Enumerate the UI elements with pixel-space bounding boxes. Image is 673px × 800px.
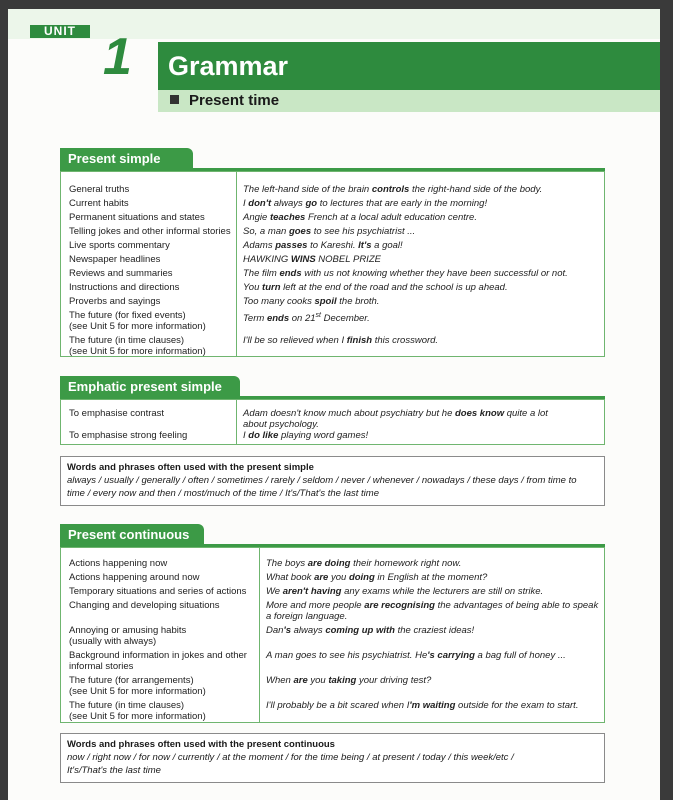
table-row-use (69, 625, 255, 647)
table-row-example (243, 254, 599, 265)
example-text (266, 586, 599, 597)
example-segment: the broth. (336, 296, 380, 307)
example-segment: So, a man (243, 226, 289, 237)
example-segment: to see his psychiatrist ... (311, 226, 416, 237)
words-present-continuous-heading: Words and phrases often used with the present continuous (67, 739, 335, 750)
example-segment: Angie (243, 212, 270, 223)
table-row-use (69, 254, 232, 265)
words-present-continuous-line2: It's/That's the last time (67, 765, 161, 776)
example-segment: to Kareshi. (307, 240, 359, 251)
example-bold-verb: are (293, 675, 308, 686)
table-row-example (243, 310, 599, 324)
table-row-example (243, 296, 599, 307)
use-label-note: (see Unit 5 for more information) (69, 686, 206, 697)
example-segment: the craziest ideas! (394, 625, 475, 636)
use-label: The future (in time clauses) (69, 700, 185, 711)
example-text (266, 675, 599, 686)
use-label-note: (see Unit 5 for more information) (69, 346, 206, 357)
example-text (243, 254, 599, 265)
use-label: General truths (69, 184, 130, 195)
example-segment: your driving test? (356, 675, 432, 686)
words-present-simple-box (60, 456, 605, 506)
words-present-continuous-line1: now / right now / for now / currently / at the moment / for the time being / at present / today / this week/etc / (67, 752, 514, 763)
use-label: Annoying or amusing habits (69, 625, 187, 636)
example-text (243, 226, 599, 237)
present-simple-heading: Present simple (60, 148, 193, 170)
example-bold-verb: spoil (314, 296, 337, 307)
example-segment: playing word games! (278, 430, 369, 441)
example-bold-verb: finish (346, 335, 373, 346)
example-text-continued: a foreign language. (266, 611, 348, 622)
example-bold-verb: goes (288, 226, 312, 237)
example-segment: Dan (266, 625, 284, 636)
column-divider (236, 172, 237, 356)
example-bold-verb: go (305, 198, 318, 209)
example-bold-verb: ends (266, 313, 290, 325)
table-row-use (69, 700, 255, 722)
use-label: Proverbs and sayings (69, 296, 161, 307)
example-segment: I (243, 430, 249, 441)
table-row-example (243, 240, 599, 251)
use-label: Newspaper headlines (69, 254, 161, 265)
example-bold-verb: 's carrying (427, 650, 475, 661)
example-bold-verb: are recognising (364, 600, 435, 611)
example-segment: outside for the exam to start. (455, 700, 579, 711)
example-text (266, 700, 599, 711)
words-present-simple-line1: always / usually / generally / often / sometimes / rarely / seldom / never / whenever / nowadays / these days / from time to (67, 475, 577, 486)
example-segment: with us not knowing whether they have been successful or not. (301, 268, 568, 279)
example-text (266, 625, 599, 636)
present-continuous-table (60, 547, 605, 723)
example-segment: The left-hand side of the brain (243, 184, 372, 195)
example-bold-verb: are (314, 572, 329, 583)
use-label: Telling jokes and other informal stories (69, 226, 231, 237)
example-bold-verb: does know (455, 408, 505, 419)
use-label: Changing and developing situations (69, 600, 220, 611)
example-text (266, 558, 599, 569)
example-bold-verb: coming up with (325, 625, 395, 636)
example-text (243, 310, 599, 324)
example-segment: A man goes to see his psychiatrist. He (266, 650, 428, 661)
example-segment: the advantages of being able to speak (434, 600, 599, 611)
use-label: Reviews and summaries (69, 268, 173, 279)
words-present-simple-line2: time / every now and then / most/much of the time / It's/That's the last time (67, 488, 379, 499)
table-row-example (266, 572, 599, 583)
table-row-use (69, 282, 232, 293)
table-row-example (266, 700, 599, 711)
example-segment: always (290, 625, 326, 636)
example-segment: The boys (266, 558, 308, 569)
example-segment: left at the end of the road and the school is up ahead. (280, 282, 508, 293)
column-divider (236, 400, 237, 444)
example-segment: you (328, 572, 349, 583)
example-segment: NOBEL PRIZE (315, 254, 381, 265)
example-segment: a goal! (371, 240, 403, 251)
table-row-use (69, 558, 255, 569)
example-segment: When (266, 675, 294, 686)
table-row-use (69, 268, 232, 279)
example-segment: The film (243, 268, 280, 279)
example-text (266, 600, 599, 611)
example-text (243, 430, 599, 441)
example-segment: always (271, 198, 306, 209)
example-text (243, 240, 599, 251)
example-bold-verb: controls (371, 184, 410, 195)
unit-number: 1 (103, 28, 132, 86)
example-text-continued: about psychology. (243, 419, 319, 430)
table-row-example (243, 408, 599, 430)
example-segment: Adams (243, 240, 276, 251)
present-continuous-heading: Present continuous (60, 524, 204, 546)
example-segment: the right-hand side of the body. (409, 184, 543, 195)
example-bold-verb: turn (262, 282, 281, 293)
use-label-note: (usually with always) (69, 636, 157, 647)
example-bold-verb: aren't having (282, 586, 342, 597)
textbook-page (8, 9, 660, 800)
example-segment: their homework right now. (350, 558, 462, 569)
example-segment: French at a local adult education centre. (305, 212, 477, 223)
column-divider (259, 548, 260, 722)
example-bold-verb: 's (283, 625, 291, 636)
table-row-use (69, 310, 232, 332)
example-segment: this crossword. (372, 335, 439, 346)
example-bold-verb: don't (248, 198, 272, 209)
table-row-use (69, 586, 255, 597)
example-bold-verb: are doing (307, 558, 351, 569)
present-simple-table (60, 171, 605, 357)
table-row-use (69, 184, 232, 195)
use-label: Permanent situations and states (69, 212, 205, 223)
table-row-example (243, 335, 599, 346)
unit-label: UNIT (30, 25, 90, 38)
example-bold-verb: taking (328, 675, 357, 686)
example-bold-verb: ends (279, 268, 302, 279)
example-text (243, 408, 599, 419)
example-bold-verb: It's (358, 240, 372, 251)
table-row-example (243, 198, 599, 209)
example-text (243, 296, 599, 307)
example-segment: What book (266, 572, 315, 583)
example-segment: You (243, 282, 263, 293)
example-segment: quite a lot (504, 408, 548, 419)
example-segment: Adam doesn't know much about psychiatry but he (243, 408, 455, 419)
table-row-use (69, 198, 232, 209)
example-segment: any exams while the lecturers are still on strike. (341, 586, 544, 597)
example-text (243, 212, 599, 223)
table-row-use (69, 675, 255, 697)
use-label-note: (see Unit 5 for more information) (69, 321, 206, 332)
example-segment: a bag full of honey ... (474, 650, 566, 661)
example-bold-verb: passes (275, 240, 308, 251)
example-text (243, 282, 599, 293)
example-bold-verb: do like (248, 430, 279, 441)
emphatic-heading: Emphatic present simple (60, 376, 240, 398)
table-row-example (243, 282, 599, 293)
example-bold-verb: doing (348, 572, 375, 583)
use-label: To emphasise strong feeling (69, 430, 188, 441)
example-text (243, 268, 599, 279)
table-row-use (69, 296, 232, 307)
table-row-use (69, 600, 255, 611)
example-segment: you (307, 675, 329, 686)
example-text (243, 184, 599, 195)
page-subtitle: Present time (189, 92, 280, 109)
example-segment: to lectures that are early in the morning! (317, 198, 488, 209)
table-row-use (69, 226, 232, 237)
example-segment: More and more people (266, 600, 365, 611)
table-row-use (69, 335, 232, 357)
example-segment: I'll probably be a bit scared when I (266, 700, 410, 711)
square-bullet-icon (170, 95, 179, 104)
table-row-example (243, 268, 599, 279)
table-row-use (69, 572, 255, 583)
table-row-use (69, 650, 255, 672)
words-present-continuous-box (60, 733, 605, 783)
table-row-use (69, 408, 232, 419)
page-title: Grammar (158, 42, 660, 90)
example-segment: Too many cooks (243, 296, 315, 307)
table-row-example (243, 226, 599, 237)
example-text (266, 572, 599, 583)
table-row-example (266, 650, 599, 661)
table-row-example (243, 212, 599, 223)
example-text (243, 198, 599, 209)
example-segment: on 21st December. (289, 312, 370, 325)
example-segment: I'll be so relieved when I (243, 335, 347, 346)
use-label: Actions happening now (69, 558, 168, 569)
example-segment: We (266, 586, 283, 597)
emphatic-table (60, 399, 605, 445)
use-label: Actions happening around now (69, 572, 200, 583)
use-label: To emphasise contrast (69, 408, 165, 419)
table-row-use (69, 430, 232, 441)
example-bold-verb: teaches (269, 212, 306, 223)
example-bold-verb: 'm waiting (409, 700, 456, 711)
use-label: Live sports commentary (69, 240, 170, 251)
table-row-example (243, 430, 599, 441)
use-label: Instructions and directions (69, 282, 180, 293)
table-row-example (266, 675, 599, 686)
table-row-example (266, 558, 599, 569)
example-bold-verb: WINS (290, 254, 316, 265)
example-segment: Term (243, 313, 267, 325)
use-label: Background information in jokes and other (69, 650, 247, 661)
use-label: The future (in time clauses) (69, 335, 185, 346)
table-row-example (243, 184, 599, 195)
use-label: The future (for fixed events) (69, 310, 186, 321)
subtitle-bar (158, 90, 660, 112)
example-text (243, 335, 599, 346)
use-label: Temporary situations and series of actions (69, 586, 247, 597)
example-text (266, 650, 599, 661)
table-row-use (69, 240, 232, 251)
use-label-note: informal stories (69, 661, 134, 672)
table-row-example (266, 586, 599, 597)
example-segment: in English at the moment? (374, 572, 488, 583)
words-present-simple-heading: Words and phrases often used with the present simple (67, 462, 314, 473)
table-row-example (266, 600, 599, 622)
table-row-example (266, 625, 599, 636)
example-segment: HAWKING (243, 254, 291, 265)
use-label: The future (for arrangements) (69, 675, 194, 686)
example-segment: I (243, 198, 249, 209)
use-label-note: (see Unit 5 for more information) (69, 711, 206, 722)
table-row-use (69, 212, 232, 223)
use-label: Current habits (69, 198, 129, 209)
